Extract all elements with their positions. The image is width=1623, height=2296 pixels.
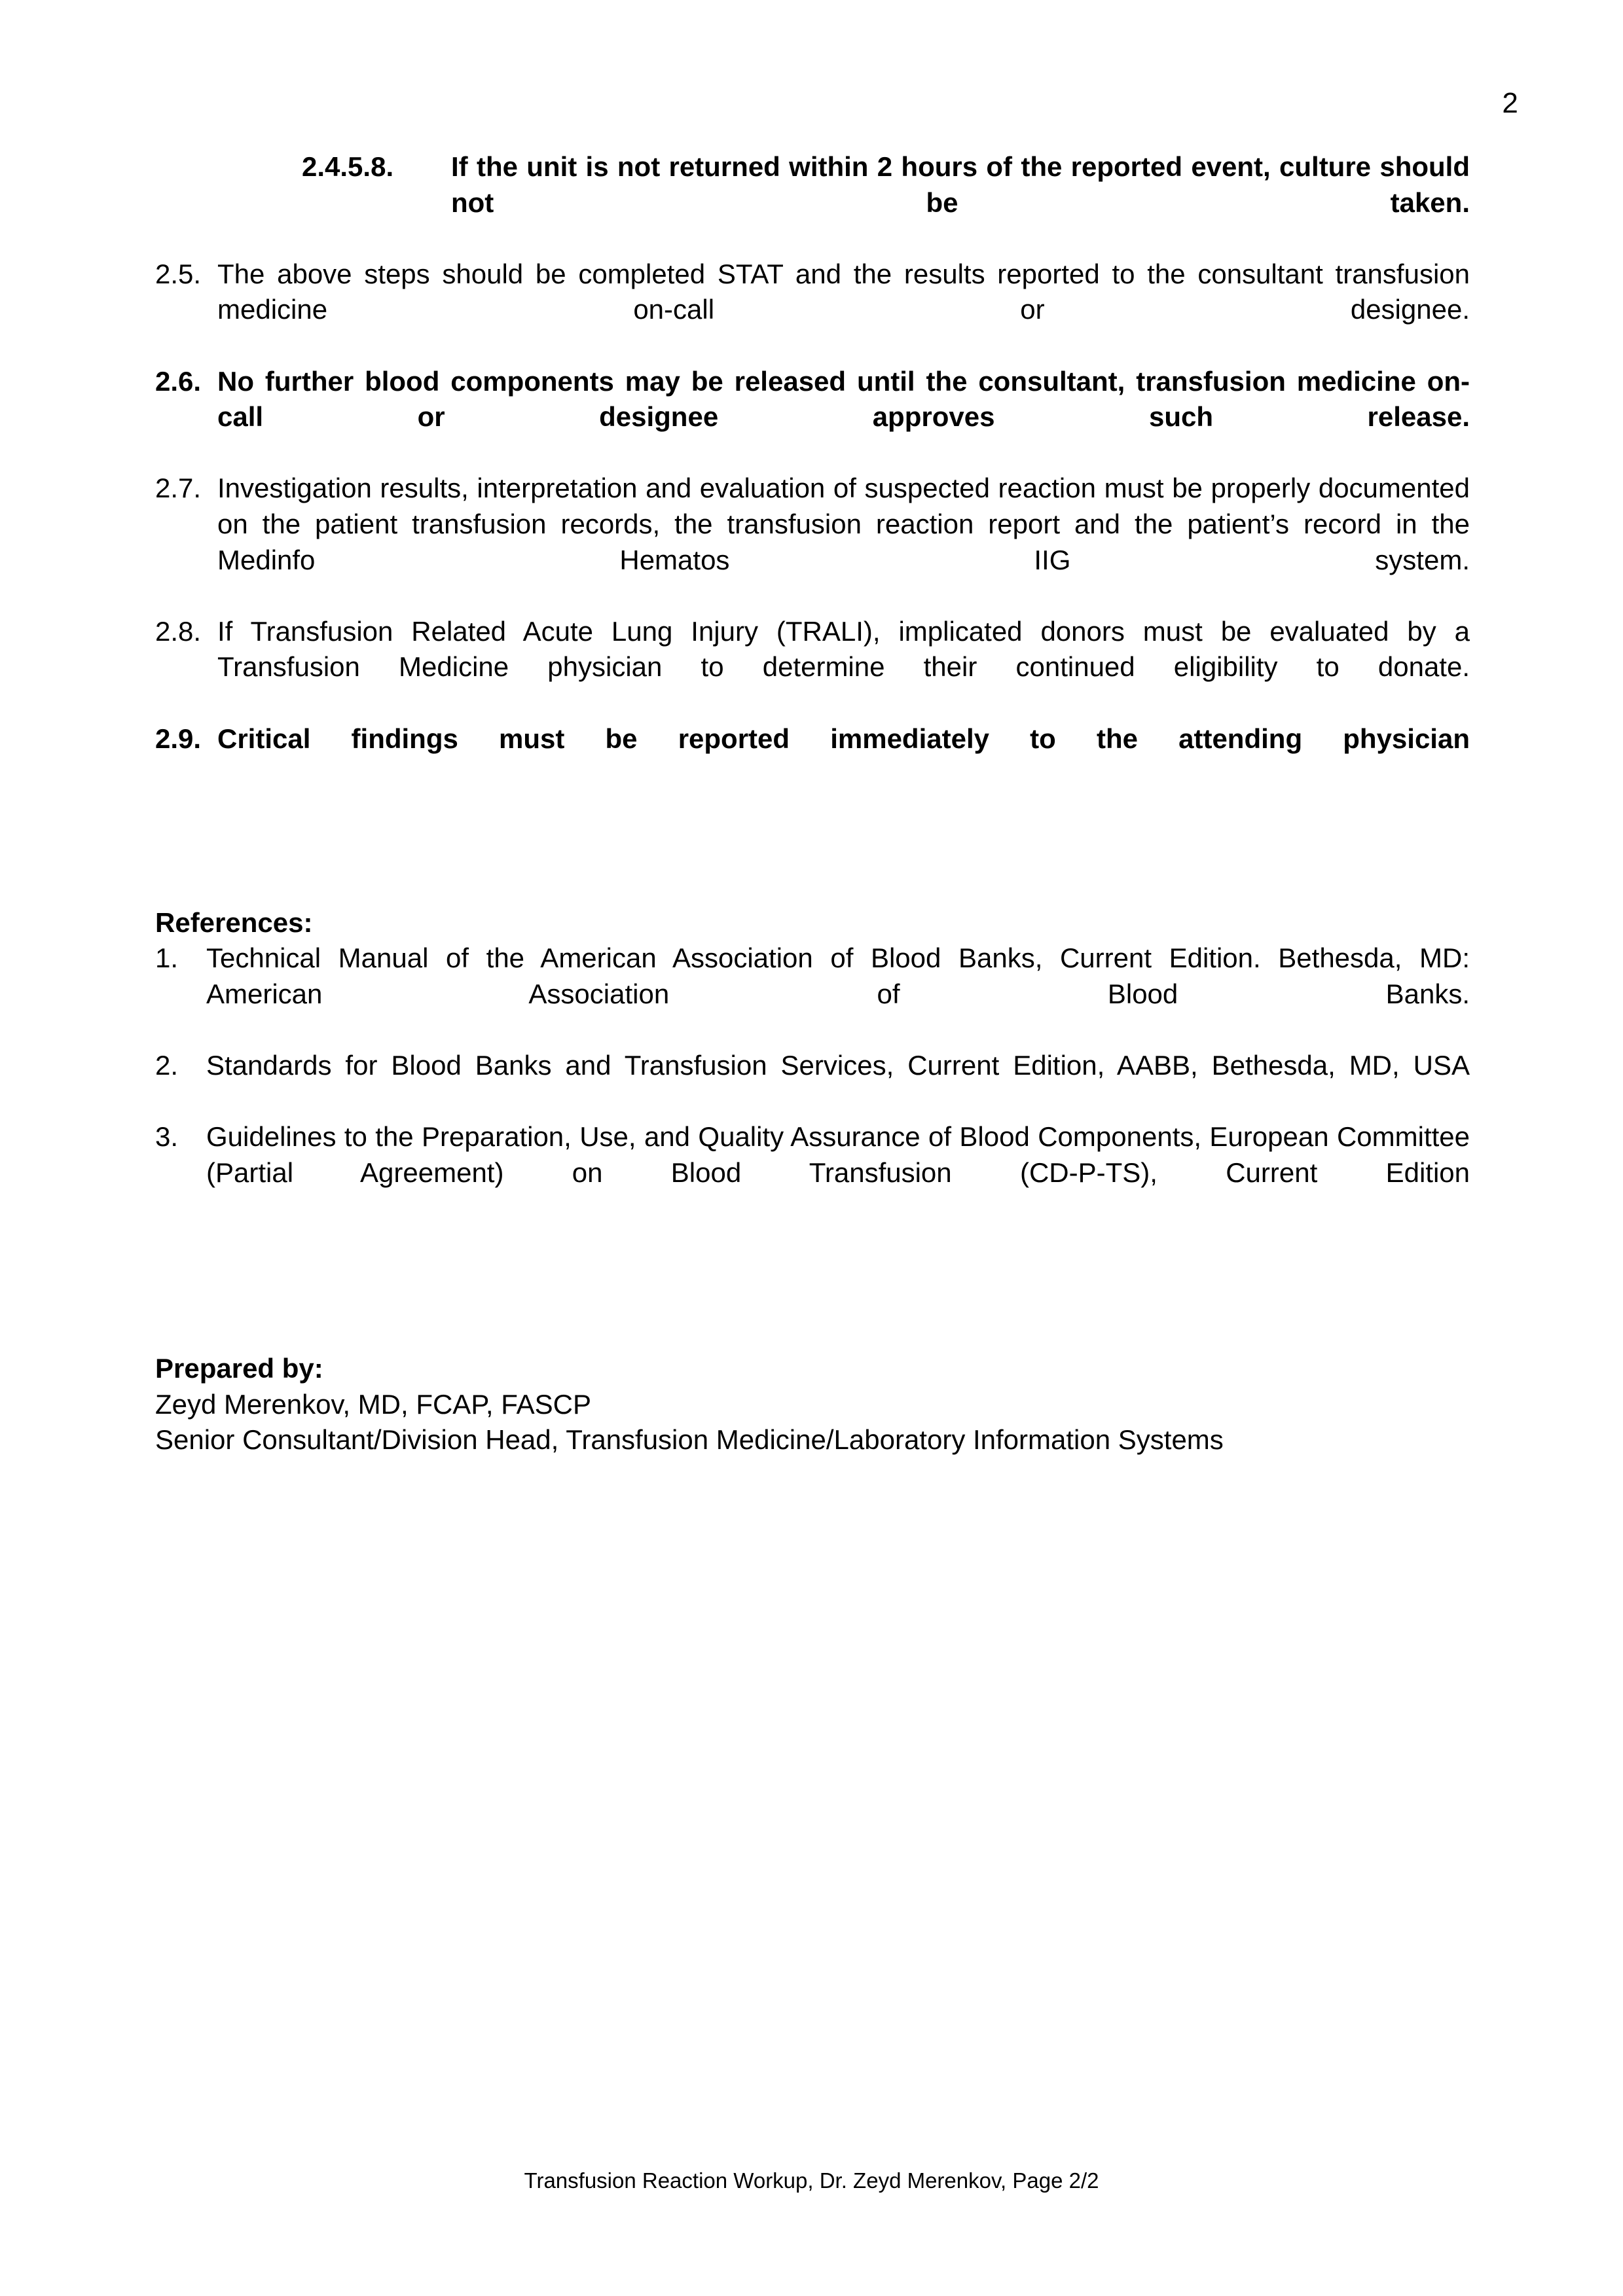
reference-number: 2. — [155, 1050, 179, 1081]
reference-number: 3. — [155, 1121, 179, 1153]
reference-item-1 — [155, 941, 1470, 1048]
prepared-by-heading: Prepared by: — [155, 1353, 323, 1384]
list-item-2-6 — [155, 364, 1470, 471]
list-item-text: No further blood components may be released until the consultant, transfusion medicine on-call or designee approves such release. — [217, 365, 1470, 433]
list-item-number: 2.6. — [155, 365, 202, 397]
prepared-by-name: Zeyd Merenkov, MD, FCAP, FASCP — [155, 1388, 591, 1420]
reference-item-2 — [155, 1048, 1470, 1119]
section-spacer — [155, 1227, 1470, 1351]
reference-text: Technical Manual of the American Association of Blood Banks, Current Edition. Bethesda, MD: American Association of Blood Banks. — [206, 942, 1470, 1009]
list-item-text: If the unit is not returned within 2 hours of the reported event, culture should not be taken. — [451, 151, 1470, 218]
list-item-2-7 — [155, 471, 1470, 613]
reference-number: 1. — [155, 942, 179, 974]
page-footer: Transfusion Reaction Workup, Dr. Zeyd Merenkov, Page 2/2 — [524, 2168, 1099, 2193]
section-spacer — [155, 793, 1470, 905]
list-item-number: 2.7. — [155, 473, 202, 504]
reference-text: Standards for Blood Banks and Transfusion Services, Current Edition, AABB, Bethesda, MD, USA — [206, 1050, 1470, 1081]
list-item-2-5 — [155, 257, 1470, 364]
references-heading: References: — [155, 906, 313, 938]
list-item-text: Investigation results, interpretation and evaluation of suspected reaction must be properly documented on the patient transfusion records, the transfusion reaction report and the patient’s record in the Medinfo Hematos IIG system. — [217, 473, 1470, 575]
list-item-number: 2.8. — [155, 615, 202, 647]
reference-text: Guidelines to the Preparation, Use, and Quality Assurance of Blood Components, European Committee (Partial Agreement) on Blood Transfusion (CD-P-TS), Current Edition — [206, 1121, 1470, 1188]
list-item-text: Critical findings must be reported immediately to the attending physician — [217, 723, 1470, 754]
list-item-2-8 — [155, 614, 1470, 721]
list-item-number: 2.9. — [155, 723, 202, 754]
list-item-number: 2.5. — [155, 258, 202, 289]
list-item-2-9 — [155, 721, 1470, 793]
list-item-number: 2.4.5.8. — [302, 151, 394, 182]
list-item-2-4-5-8 — [155, 149, 1470, 257]
document-body — [155, 149, 1470, 1458]
page-number: 2 — [1502, 87, 1518, 119]
reference-item-3 — [155, 1119, 1470, 1227]
prepared-by-title: Senior Consultant/Division Head, Transfusion Medicine/Laboratory Information Systems — [155, 1424, 1224, 1456]
list-item-text: If Transfusion Related Acute Lung Injury (TRALI), implicated donors must be evaluated by a Transfusion Medicine physician to determine their continued eligibility to donate. — [217, 615, 1470, 683]
list-item-text: The above steps should be completed STAT and the results reported to the consultant transfusion medicine on-call or designee. — [217, 258, 1470, 325]
